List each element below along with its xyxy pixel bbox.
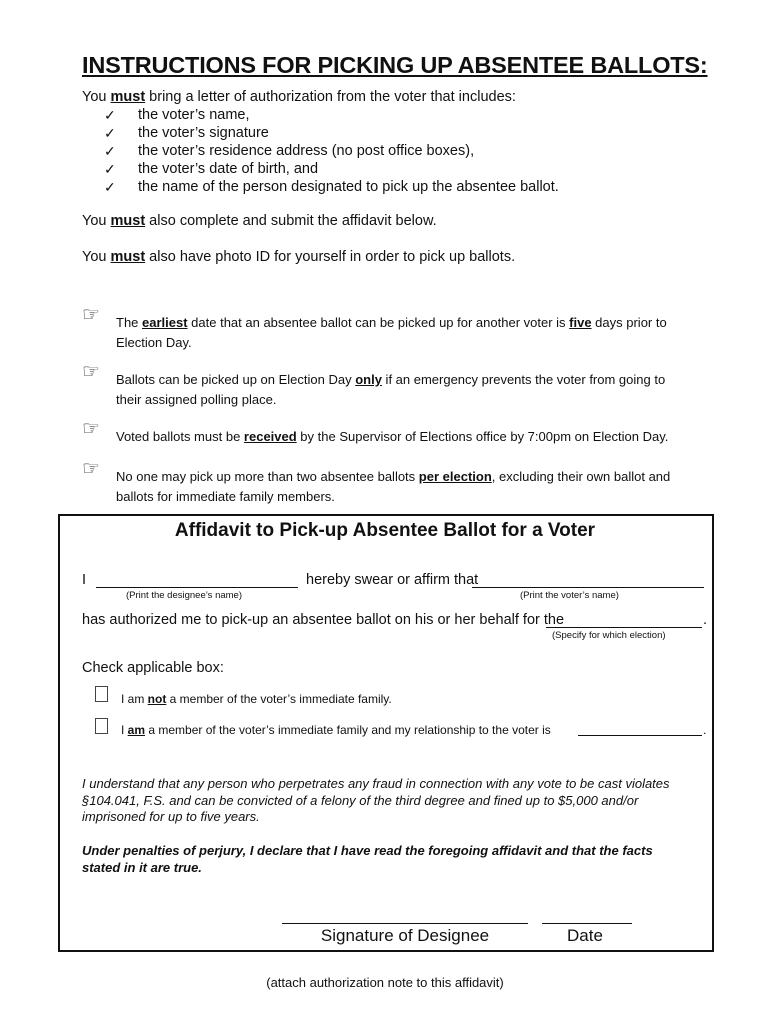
date-label: Date [567,926,603,945]
pointing-hand-icon: ☞ [82,418,100,440]
check-icon: ✓ [104,125,116,141]
i-label: I [82,572,87,588]
check-icon: ✓ [104,179,116,195]
check-icon: ✓ [104,143,116,159]
pointing-hand-icon: ☞ [82,458,100,480]
photo-id-requirement: You must also have photo ID for yourself in order to pick up ballots. [82,249,516,265]
affidavit-requirement: You must also complete and submit the affidavit below. [82,213,437,229]
election-caption: (Specify for which election) [552,630,666,641]
election-field[interactable] [546,613,702,628]
period: . [703,723,707,737]
relationship-field[interactable] [578,722,702,736]
voter-name-field[interactable] [472,573,704,588]
pointing-hand-icon: ☞ [82,361,100,383]
rule-earliest-date: The earliest date that an absentee ballot can be picked up for another voter is five days prior to Election Day. [116,315,667,350]
designee-name-field[interactable] [96,573,298,588]
swear-text: hereby swear or affirm that [306,572,479,588]
authorized-text: has authorized me to pick-up an absentee ballot on his or her behalf for the [82,612,565,628]
rule-deadline: Voted ballots must be received by the Supervisor of Elections office by 7:00pm on Election Day. [116,429,669,444]
pointing-hand-icon: ☞ [82,304,100,326]
rule-ballot-limit: No one may pick up more than two absentee ballots per election, excluding their own ballot and ballots for immediate family members. [116,469,671,504]
affidavit-title: Affidavit to Pick-up Absentee Ballot for a Voter [174,520,596,541]
check-icon: ✓ [104,161,116,177]
not-family-checkbox[interactable] [95,686,108,702]
perjury-statement: Under penalties of perjury, I declare that I have read the foregoing affidavit and that the facts stated in it are true. [82,843,653,875]
family-member-checkbox[interactable] [95,718,108,734]
designee-caption: (Print the designee’s name) [126,590,242,601]
date-line[interactable] [542,923,632,924]
intro-text: You must bring a letter of authorization from the voter that includes: [82,89,516,105]
voter-caption: (Print the voter’s name) [520,590,619,601]
signature-line[interactable] [282,923,528,924]
not-family-label: I am not a member of the voter’s immediate family. [121,692,392,706]
family-member-label: I am a member of the voter’s immediate family and my relationship to the voter is [121,723,551,737]
footer-note: (attach authorization note to this affidavit) [266,975,504,990]
period: . [703,612,708,628]
rule-election-day: Ballots can be picked up on Election Day only if an emergency prevents the voter from going to their assigned polling place. [116,372,666,407]
page-title: INSTRUCTIONS FOR PICKING UP ABSENTEE BALLOTS: [82,52,708,78]
signature-label: Signature of Designee [320,926,490,945]
check-icon: ✓ [104,107,116,123]
fraud-statement: I understand that any person who perpetrates any fraud in connection with any vote to be cast violates §104.041, F.S. and can be convicted of a felony of the third degree and fined up to $5,000 and/or imprisoned for up to five years. [82,776,670,824]
check-label: Check applicable box: [82,660,224,676]
